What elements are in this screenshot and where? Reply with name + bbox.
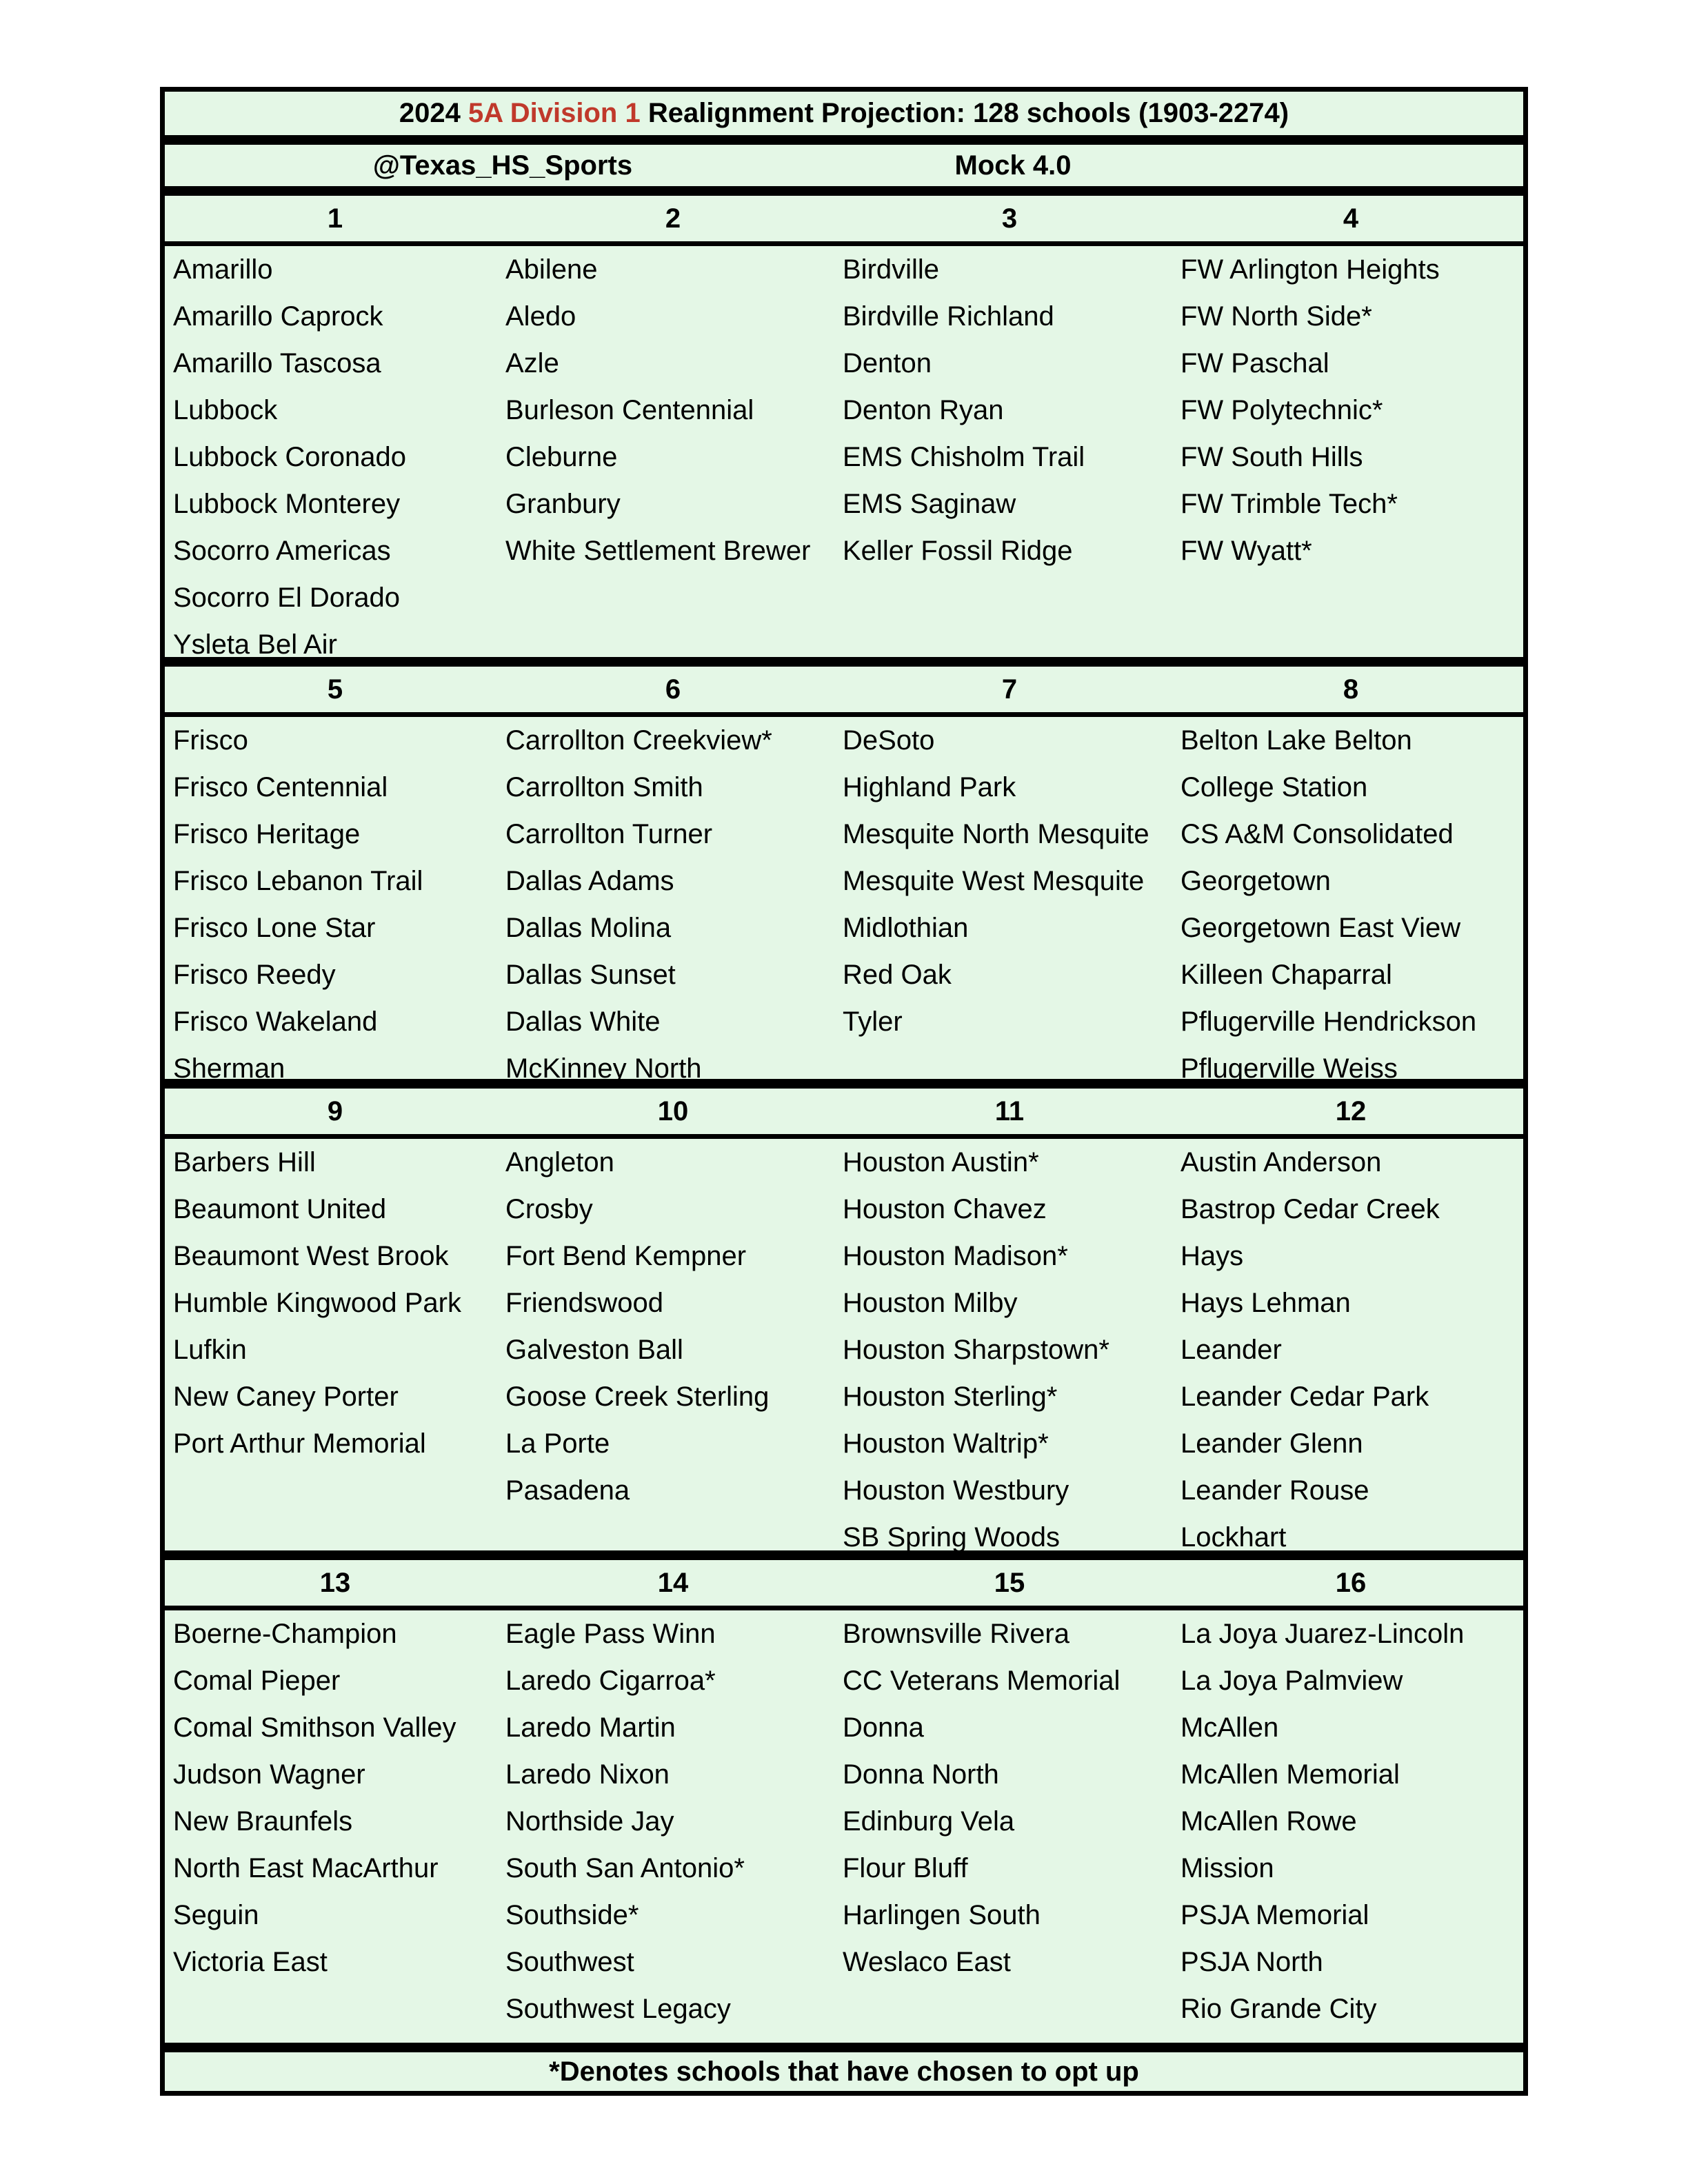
school-name: Houston Madison* bbox=[843, 1241, 1068, 1271]
school-name: Amarillo Caprock bbox=[173, 301, 383, 332]
district-number-row bbox=[165, 667, 1523, 712]
district-number-row bbox=[165, 1089, 1523, 1134]
school-name: Lufkin bbox=[173, 1335, 247, 1365]
school-name: Cleburne bbox=[505, 442, 618, 472]
school-name: Beaumont United bbox=[173, 1194, 387, 1224]
school-name: White Settlement Brewer bbox=[505, 536, 811, 566]
school-name: Midlothian bbox=[843, 913, 969, 943]
school-name: Frisco Lebanon Trail bbox=[173, 866, 423, 896]
school-name: PSJA North bbox=[1180, 1947, 1323, 1977]
school-name: Rio Grande City bbox=[1180, 1994, 1377, 2024]
title-bar bbox=[160, 87, 1528, 140]
school-name: Azle bbox=[505, 348, 559, 378]
district-number: 6 bbox=[665, 674, 681, 705]
school-name: South San Antonio* bbox=[505, 1853, 745, 1883]
school-name: FW North Side* bbox=[1180, 301, 1372, 332]
school-name: DeSoto bbox=[843, 725, 935, 756]
school-name: Frisco Lone Star bbox=[173, 913, 376, 943]
school-name: Amarillo Tascosa bbox=[173, 348, 381, 378]
school-name: McAllen Memorial bbox=[1180, 1759, 1400, 1790]
school-name: Belton Lake Belton bbox=[1180, 725, 1412, 756]
school-name: Donna North bbox=[843, 1759, 999, 1790]
district-school-list bbox=[505, 1610, 745, 2032]
school-name: Southwest bbox=[505, 1947, 634, 1977]
district-number-row bbox=[165, 1560, 1523, 1606]
district-school-list bbox=[505, 717, 772, 1092]
school-name: FW Arlington Heights bbox=[1180, 254, 1440, 285]
school-name: Hays Lehman bbox=[1180, 1288, 1351, 1318]
realignment-sheet bbox=[160, 87, 1528, 2096]
school-name: Crosby bbox=[505, 1194, 593, 1224]
school-name: Ysleta Bel Air bbox=[173, 629, 337, 660]
school-name: McAllen bbox=[1180, 1712, 1279, 1743]
school-name: Keller Fossil Ridge bbox=[843, 536, 1073, 566]
school-name: Edinburg Vela bbox=[843, 1806, 1015, 1837]
district-school-list bbox=[843, 246, 1085, 574]
district-number: 13 bbox=[319, 1568, 351, 1598]
district-school-list bbox=[843, 1139, 1109, 1561]
district-block bbox=[160, 1555, 1528, 2048]
school-name: Tyler bbox=[843, 1007, 903, 1037]
school-name: Denton Ryan bbox=[843, 395, 1004, 425]
school-name: Austin Anderson bbox=[1180, 1147, 1382, 1177]
district-school-list bbox=[1180, 1139, 1440, 1561]
district-number: 8 bbox=[1343, 674, 1359, 705]
page-title bbox=[399, 98, 1289, 129]
school-name: Dallas White bbox=[505, 1007, 661, 1037]
school-name: Georgetown bbox=[1180, 866, 1331, 896]
school-name: Frisco Centennial bbox=[173, 772, 388, 802]
footnote: *Denotes schools that have chosen to opt up bbox=[549, 2056, 1139, 2087]
school-name: Houston Westbury bbox=[843, 1475, 1069, 1506]
school-name: Granbury bbox=[505, 489, 621, 519]
district-number: 9 bbox=[327, 1096, 343, 1126]
school-name: Comal Pieper bbox=[173, 1666, 341, 1696]
school-name: La Porte bbox=[505, 1428, 610, 1459]
school-name: Lubbock Monterey bbox=[173, 489, 401, 519]
school-name: Birdville bbox=[843, 254, 940, 285]
district-number: 15 bbox=[994, 1568, 1025, 1598]
district-school-list bbox=[843, 717, 1149, 1045]
school-name: Hays bbox=[1180, 1241, 1244, 1271]
district-number: 7 bbox=[1001, 674, 1018, 705]
school-name: La Joya Juarez-Lincoln bbox=[1180, 1619, 1465, 1649]
school-name: Goose Creek Sterling bbox=[505, 1382, 770, 1412]
school-name: Pasadena bbox=[505, 1475, 630, 1506]
mock-version: Mock 4.0 bbox=[954, 150, 1072, 181]
school-name: Leander bbox=[1180, 1335, 1282, 1365]
school-name: New Caney Porter bbox=[173, 1382, 399, 1412]
school-name: FW Wyatt* bbox=[1180, 536, 1312, 566]
school-name: Carrollton Creekview* bbox=[505, 725, 772, 756]
school-name: La Joya Palmview bbox=[1180, 1666, 1403, 1696]
title-prefix: 2024 bbox=[399, 98, 469, 128]
district-block bbox=[160, 191, 1528, 662]
district-school-list bbox=[173, 1610, 456, 1985]
district-school-list bbox=[1180, 246, 1440, 574]
school-name: Burleson Centennial bbox=[505, 395, 754, 425]
school-name: Frisco Heritage bbox=[173, 819, 361, 849]
school-name: Mesquite West Mesquite bbox=[843, 866, 1145, 896]
school-name: Lubbock Coronado bbox=[173, 442, 407, 472]
school-name: Beaumont West Brook bbox=[173, 1241, 449, 1271]
school-name: Aledo bbox=[505, 301, 576, 332]
school-name: Donna bbox=[843, 1712, 924, 1743]
district-block bbox=[160, 662, 1528, 1084]
district-school-list bbox=[173, 717, 423, 1092]
school-name: North East MacArthur bbox=[173, 1853, 439, 1883]
school-name: Judson Wagner bbox=[173, 1759, 365, 1790]
district-number: 4 bbox=[1343, 203, 1359, 234]
school-name: Houston Milby bbox=[843, 1288, 1018, 1318]
school-name: Abilene bbox=[505, 254, 598, 285]
school-name: McAllen Rowe bbox=[1180, 1806, 1357, 1837]
header-divider bbox=[165, 1134, 1523, 1139]
district-number: 14 bbox=[657, 1568, 689, 1598]
district-block bbox=[160, 1084, 1528, 1555]
school-name: Georgetown East View bbox=[1180, 913, 1461, 943]
school-name: Frisco bbox=[173, 725, 248, 756]
district-number: 1 bbox=[327, 203, 343, 234]
school-name: Northside Jay bbox=[505, 1806, 674, 1837]
school-name: Frisco Reedy bbox=[173, 960, 336, 990]
school-name: Houston Sharpstown* bbox=[843, 1335, 1109, 1365]
header-divider bbox=[165, 241, 1523, 246]
footer-bar bbox=[160, 2048, 1528, 2096]
district-number: 16 bbox=[1335, 1568, 1367, 1598]
school-name: Fort Bend Kempner bbox=[505, 1241, 747, 1271]
school-name: Brownsville Rivera bbox=[843, 1619, 1069, 1649]
school-name: FW Paschal bbox=[1180, 348, 1329, 378]
school-name: Southwest Legacy bbox=[505, 1994, 731, 2024]
school-name: Eagle Pass Winn bbox=[505, 1619, 716, 1649]
school-name: Socorro Americas bbox=[173, 536, 391, 566]
title-suffix: Realignment Projection: 128 schools (1903-2274) bbox=[640, 98, 1289, 128]
school-name: Sherman bbox=[173, 1053, 285, 1084]
district-school-list bbox=[505, 1139, 769, 1514]
district-number: 12 bbox=[1335, 1096, 1367, 1126]
school-name: Leander Cedar Park bbox=[1180, 1382, 1429, 1412]
district-number: 3 bbox=[1001, 203, 1018, 234]
school-name: Denton bbox=[843, 348, 932, 378]
school-name: Dallas Adams bbox=[505, 866, 674, 896]
school-name: Houston Chavez bbox=[843, 1194, 1047, 1224]
school-name: Leander Rouse bbox=[1180, 1475, 1369, 1506]
header-divider bbox=[165, 712, 1523, 717]
school-name: FW South Hills bbox=[1180, 442, 1363, 472]
school-name: Galveston Ball bbox=[505, 1335, 683, 1365]
school-name: Pflugerville Weiss bbox=[1180, 1053, 1398, 1084]
district-number: 5 bbox=[327, 674, 343, 705]
school-name: Red Oak bbox=[843, 960, 952, 990]
school-name: PSJA Memorial bbox=[1180, 1900, 1369, 1930]
school-name: Lockhart bbox=[1180, 1522, 1287, 1553]
school-name: College Station bbox=[1180, 772, 1368, 802]
school-name: Seguin bbox=[173, 1900, 259, 1930]
school-name: Barbers Hill bbox=[173, 1147, 316, 1177]
school-name: Humble Kingwood Park bbox=[173, 1288, 461, 1318]
school-name: EMS Saginaw bbox=[843, 489, 1016, 519]
header-divider bbox=[165, 1606, 1523, 1610]
school-name: Dallas Molina bbox=[505, 913, 672, 943]
school-name: Carrollton Turner bbox=[505, 819, 713, 849]
school-name: FW Trimble Tech* bbox=[1180, 489, 1398, 519]
school-name: Friendswood bbox=[505, 1288, 664, 1318]
district-school-list bbox=[1180, 717, 1476, 1092]
school-name: McKinney North bbox=[505, 1053, 702, 1084]
school-name: Houston Sterling* bbox=[843, 1382, 1058, 1412]
school-name: Killeen Chaparral bbox=[1180, 960, 1392, 990]
title-division: 5A Division 1 bbox=[468, 98, 641, 128]
school-name: Birdville Richland bbox=[843, 301, 1054, 332]
school-name: Laredo Nixon bbox=[505, 1759, 670, 1790]
district-number: 10 bbox=[657, 1096, 689, 1126]
twitter-handle: @Texas_HS_Sports bbox=[372, 150, 633, 181]
school-name: Angleton bbox=[505, 1147, 614, 1177]
school-name: Laredo Cigarroa* bbox=[505, 1666, 716, 1696]
school-name: Socorro El Dorado bbox=[173, 583, 401, 613]
school-name: Lubbock bbox=[173, 395, 278, 425]
school-name: Leander Glenn bbox=[1180, 1428, 1363, 1459]
school-name: New Braunfels bbox=[173, 1806, 353, 1837]
school-name: Flour Bluff bbox=[843, 1853, 968, 1883]
district-school-list bbox=[173, 246, 406, 668]
school-name: Carrollton Smith bbox=[505, 772, 703, 802]
school-name: Highland Park bbox=[843, 772, 1016, 802]
district-number: 2 bbox=[665, 203, 681, 234]
district-school-list bbox=[843, 1610, 1120, 1985]
school-name: Harlingen South bbox=[843, 1900, 1041, 1930]
school-name: Mesquite North Mesquite bbox=[843, 819, 1149, 849]
school-name: Boerne-Champion bbox=[173, 1619, 397, 1649]
school-name: Comal Smithson Valley bbox=[173, 1712, 456, 1743]
school-name: Dallas Sunset bbox=[505, 960, 676, 990]
school-name: CC Veterans Memorial bbox=[843, 1666, 1121, 1696]
school-name: FW Polytechnic* bbox=[1180, 395, 1383, 425]
district-school-list bbox=[173, 1139, 461, 1467]
school-name: Southside* bbox=[505, 1900, 639, 1930]
school-name: Frisco Wakeland bbox=[173, 1007, 378, 1037]
district-school-list bbox=[505, 246, 810, 574]
school-name: Bastrop Cedar Creek bbox=[1180, 1194, 1440, 1224]
school-name: Laredo Martin bbox=[505, 1712, 676, 1743]
district-school-list bbox=[1180, 1610, 1464, 2032]
district-number-row bbox=[165, 196, 1523, 241]
school-name: Houston Waltrip* bbox=[843, 1428, 1049, 1459]
school-name: EMS Chisholm Trail bbox=[843, 442, 1085, 472]
school-name: Mission bbox=[1180, 1853, 1274, 1883]
school-name: Victoria East bbox=[173, 1947, 328, 1977]
school-name: Port Arthur Memorial bbox=[173, 1428, 426, 1459]
school-name: SB Spring Woods bbox=[843, 1522, 1060, 1553]
school-name: Pflugerville Hendrickson bbox=[1180, 1007, 1477, 1037]
school-name: Weslaco East bbox=[843, 1947, 1011, 1977]
school-name: CS A&M Consolidated bbox=[1180, 819, 1454, 849]
district-number: 11 bbox=[994, 1096, 1025, 1126]
subheader-bar bbox=[160, 140, 1528, 191]
school-name: Houston Austin* bbox=[843, 1147, 1039, 1177]
school-name: Amarillo bbox=[173, 254, 273, 285]
